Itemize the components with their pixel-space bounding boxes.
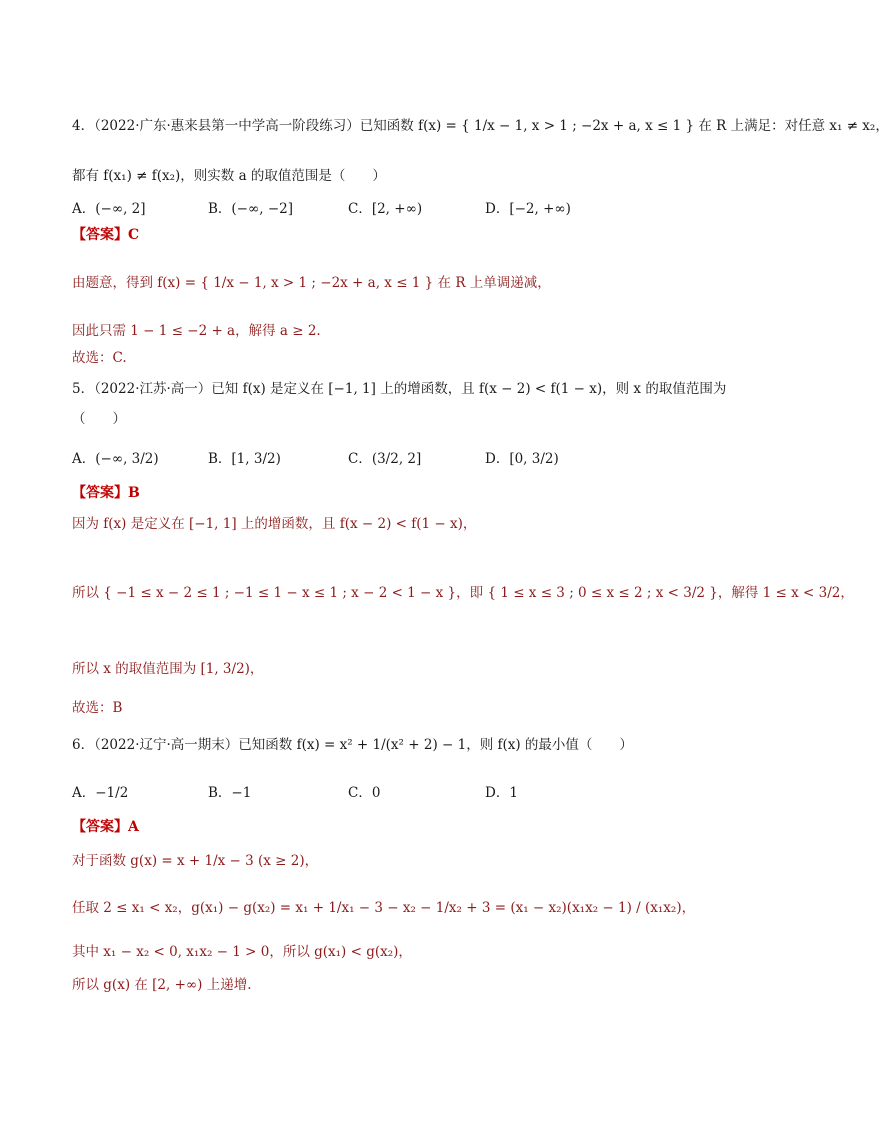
q6-option-c[interactable]: C．0 bbox=[348, 785, 381, 801]
q5-option-a[interactable]: A．(−∞, 3/2) bbox=[72, 451, 159, 467]
q4-option-a[interactable]: A．(−∞, 2] bbox=[72, 201, 146, 217]
q4-solution-line: 由题意，得到 f(x) = { 1/x − 1, x > 1 ; −2x + a, x ≤ 1 } 在 R 上单调递减， bbox=[72, 275, 551, 291]
q5-answer: 【答案】B bbox=[72, 485, 140, 501]
q4-option-b[interactable]: B．(−∞, −2] bbox=[208, 201, 293, 217]
q4-solution-line: 因此只需 1 − 1 ≤ −2 + a，解得 a ≥ 2. bbox=[72, 323, 321, 339]
q5-option-b[interactable]: B．[1, 3/2) bbox=[208, 451, 281, 467]
q6-solution-line: 其中 x₁ − x₂ < 0, x₁x₂ − 1 > 0，所以 g(x₁) < g(x₂)， bbox=[72, 944, 412, 960]
q5-option-d[interactable]: D．[0, 3/2) bbox=[485, 451, 559, 467]
q6-solution-line: 对于函数 g(x) = x + 1/x − 3 (x ≥ 2)， bbox=[72, 853, 319, 869]
q4-answer: 【答案】C bbox=[72, 227, 140, 243]
q5-stem-line2: （ ） bbox=[72, 411, 126, 427]
q5-stem-line1: 5．（2022·江苏·高一）已知 f(x) 是定义在 [−1, 1] 上的增函数，且 f(x − 2) < f(1 − x)，则 x 的取值范围为 bbox=[72, 381, 727, 397]
q5-solution-line: 所以 { −1 ≤ x − 2 ≤ 1 ; −1 ≤ 1 − x ≤ 1 ; x − 2 < 1 − x }，即 { 1 ≤ x ≤ 3 ; 0 ≤ x ≤ 2 ; x < 3/2 }，解得 1 ≤ x < 3/2， bbox=[72, 585, 854, 601]
q6-option-b[interactable]: B．−1 bbox=[208, 785, 252, 801]
q4-option-c[interactable]: C．[2, +∞) bbox=[348, 201, 423, 217]
q4-option-d[interactable]: D．[−2, +∞) bbox=[485, 201, 571, 217]
q4-solution-line: 故选：C. bbox=[72, 350, 127, 366]
q6-stem-line1: 6．（2022·辽宁·高一期末）已知函数 f(x) = x² + 1/(x² + 2) − 1，则 f(x) 的最小值（ ） bbox=[72, 737, 633, 753]
q4-stem-line1: 4．（2022·广东·惠来县第一中学高一阶段练习）已知函数 f(x) = { 1/x − 1, x > 1 ; −2x + a, x ≤ 1 } 在 R 上满足：对任意 x₁ ≠ x₂， bbox=[72, 118, 889, 134]
q6-option-a[interactable]: A．−1/2 bbox=[72, 785, 129, 801]
q6-answer: 【答案】A bbox=[72, 819, 139, 835]
q5-solution-line: 所以 x 的取值范围为 [1, 3/2)， bbox=[72, 661, 264, 677]
q5-solution-line: 因为 f(x) 是定义在 [−1, 1] 上的增函数，且 f(x − 2) < f(1 − x)， bbox=[72, 516, 477, 532]
q5-solution-line: 故选：B bbox=[72, 700, 123, 716]
q6-solution-line: 所以 g(x) 在 [2, +∞) 上递增. bbox=[72, 977, 252, 993]
q4-stem-line2: 都有 f(x₁) ≠ f(x₂)，则实数 a 的取值范围是（ ） bbox=[72, 168, 386, 184]
q6-option-d[interactable]: D．1 bbox=[485, 785, 518, 801]
q6-solution-line: 任取 2 ≤ x₁ < x₂，g(x₁) − g(x₂) = x₁ + 1/x₁ − 3 − x₂ − 1/x₂ + 3 = (x₁ − x₂)(x₁x₂ − 1) / (x₁x₂)， bbox=[72, 900, 696, 916]
q5-option-c[interactable]: C．(3/2, 2] bbox=[348, 451, 422, 467]
